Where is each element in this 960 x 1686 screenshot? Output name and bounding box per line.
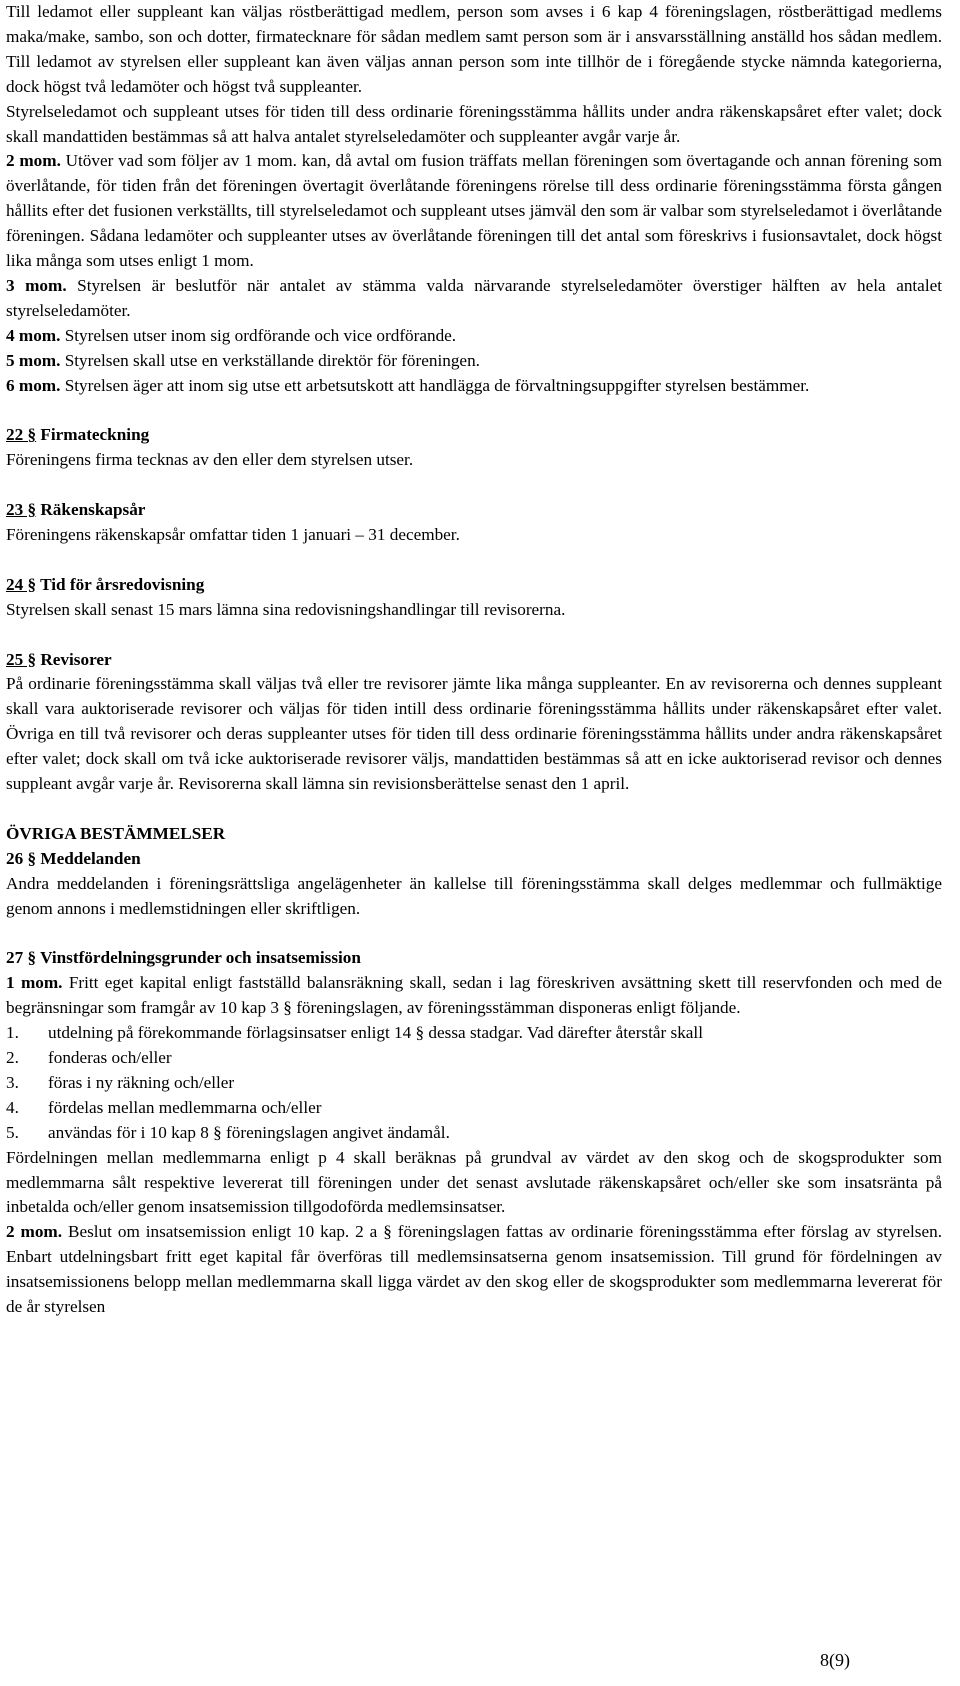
section-text: Styrelsen skall senast 15 mars lämna sina redovisningshandlingar till revisorerna. — [6, 599, 566, 619]
moment-label: 4 mom. — [6, 325, 61, 345]
moment-label: 2 mom. — [6, 1222, 63, 1242]
section-number: 24 § — [6, 574, 37, 594]
section-heading-25 — [6, 648, 942, 673]
moment-text: Fritt eget kapital enligt fastställd balansräkning skall, sedan i lag föreskriven avsättning skett till reservfonden och med de begränsningar som framgår av 10 kap 3 § föreningslagen, av föreningsstämman disponeras enligt följande. — [6, 973, 942, 1018]
list-number: 5. — [6, 1122, 19, 1142]
section-title: Räkenskapsår — [36, 500, 146, 520]
section-text: På ordinarie föreningsstämma skall väljas två eller tre revisorer jämte lika många suppleanter. En av revisorerna och dennes suppleant skall vara auktoriserade revisorer och väljas för tiden intill dess ordinarie föreningsstämma hållits under räkenskapsåret efter valet. Övriga en till två revisorer och deras suppleanter utses för tiden till dess ordinarie föreningsstämma hållits under andra räkenskapsåret efter valet; dock skall om två icke auktoriserade revisorer väljs, mandattiden bestämmas så att en icke auktoriserad revisor och dennes suppleant avgår varje år. Revisorerna skall lämna sin revisionsberättelse senast den 1 april. — [6, 674, 942, 794]
list-item — [6, 1046, 942, 1071]
paragraph: Fördelningen mellan medlemmarna enligt p 4 skall beräknas på grundval av värdet av den skog och de skogsprodukter som medlemmarna sålt respektive levererat till föreningen under det senast avslutade räkenskapsåret och/eller ske som insatsränta på inbetalda och/eller genom insatsemission tillgodoförda medlemsinsatser. — [6, 1147, 942, 1217]
spacer — [6, 473, 942, 498]
moment-text: Styrelsen äger att inom sig utse ett arbetsutskott att handlägga de förvaltningsuppgifter styrelsen bestämmer. — [60, 375, 810, 395]
moment-paragraph — [6, 374, 942, 399]
moment-paragraph — [6, 349, 942, 374]
spacer — [6, 797, 942, 822]
moment-paragraph — [6, 324, 942, 349]
list-text: föras i ny räkning och/eller — [48, 1072, 235, 1092]
page-number: 8(9) — [820, 1650, 850, 1670]
moment-text: Styrelsen skall utse en verkställande direktör för föreningen. — [60, 350, 480, 370]
list-text: fördelas mellan medlemmarna och/eller — [48, 1097, 322, 1117]
section-number: 22 § — [6, 425, 37, 445]
section-title: Meddelanden — [36, 848, 141, 868]
moment-label: 6 mom. — [6, 375, 61, 395]
section-number: 25 § — [6, 649, 37, 669]
section-heading-22 — [6, 423, 942, 448]
section-title: Revisorer — [36, 649, 112, 669]
section-text: Föreningens räkenskapsår omfattar tiden 1 januari – 31 december. — [6, 525, 460, 544]
section-title: Tid för årsredovisning — [36, 574, 205, 594]
list-number: 4. — [6, 1097, 19, 1117]
moment-text: Styrelsen utser inom sig ordförande och vice ordförande. — [60, 325, 457, 345]
section-heading-27 — [6, 946, 942, 971]
section-number: 23 § — [6, 500, 37, 520]
moment-text: Styrelsen är beslutför när antalet av stämma valda närvarande styrelseledamöter överstiger hälften av hela antalet styrelseledamöter. — [6, 275, 942, 320]
list-text: användas för i 10 kap 8 § föreningslagen angivet ändamål. — [48, 1122, 450, 1142]
list-text: fonderas och/eller — [48, 1047, 172, 1067]
section-title: Firmateckning — [36, 425, 150, 445]
list-number: 3. — [6, 1072, 19, 1092]
list-number: 2. — [6, 1047, 19, 1067]
list-item — [6, 1071, 942, 1096]
list-item — [6, 1096, 942, 1121]
list-number: 1. — [6, 1023, 19, 1043]
moment-label: 3 mom. — [6, 275, 67, 295]
moment-text: Utöver vad som följer av 1 mom. kan, då avtal om fusion träffats mellan föreningen som övertagande och annan förening som överlåtande, för tiden från det föreningen övertagit överlåtande föreningens rörelse till dess ordinarie föreningsstämma första gången hållits efter det fusionen verkställts, till styrelseledamot och suppleant utses jämväl den som är valbar som styrelseledamot i överlåtande föreningen. Sådana ledamöter och suppleanter utses av överlåtande föreningen till det antal som föreskrivs i fusionsavtalet, dock högst lika många som utses enligt 1 mom. — [6, 151, 943, 271]
paragraph: Till ledamot eller suppleant kan väljas röstberättigad medlem, person som avses i 6 kap 4 föreningslagen, röstberättigad medlems maka/make, sambo, son och dotter, firmatecknare för sådan medlem samt person som är i ansvarsställning anställd hos sådan medlem. Till ledamot av styrelsen eller suppleant kan även väljas annan person som inte tillhör de i föregående stycke nämnda kategorierna, dock högst två ledamöter och högst två suppleanter. — [6, 2, 942, 96]
list-item — [6, 1121, 942, 1146]
list-item — [6, 1021, 942, 1046]
paragraph: Styrelseledamot och suppleant utses för tiden till dess ordinarie föreningsstämma hållits under andra räkenskapsåret efter valet; dock skall mandattiden bestämmas så att halva antalet styrelseledamöter och suppleanter avgår varje år. — [6, 101, 942, 146]
section-number: 27 § — [6, 948, 37, 968]
list-text: utdelning på förekommande förlagsinsatser enligt 14 § dessa stadgar. Vad därefter återstår skall — [48, 1023, 703, 1043]
section-heading-24 — [6, 573, 942, 598]
section-text: Föreningens firma tecknas av den eller dem styrelsen utser. — [6, 450, 414, 470]
section-title: Vinstfördelningsgrunder och insatsemission — [36, 948, 361, 968]
spacer — [6, 623, 942, 648]
section-heading-26 — [6, 847, 942, 872]
chapter-heading: ÖVRIGA BESTÄMMELSER — [6, 823, 226, 843]
spacer — [6, 548, 942, 573]
section-text: Andra meddelanden i föreningsrättsliga angelägenheter än kallelse till föreningsstämma skall delges medlemmar och fullmäktige genom annons i medlemstidningen eller skriftligen. — [6, 873, 942, 918]
spacer — [6, 399, 942, 424]
moment-paragraph — [6, 1220, 942, 1320]
moment-text: Beslut om insatsemission enligt 10 kap. 2 a § föreningslagen fattas av ordinarie föreningsstämma efter förslag av styrelsen. Enbart utdelningsbart fritt eget kapital får överföras till medlemsinsatserna genom insatsemission. Till grund för fördelningen av insatsemissionens belopp mellan medlemmarna skall ligga värdet av den skog eller de skogsprodukter som medlemmarna levererat för de år styrelsen — [6, 1222, 942, 1317]
moment-label: 2 mom. — [6, 151, 61, 171]
moment-label: 5 mom. — [6, 350, 61, 370]
moment-paragraph — [6, 274, 942, 324]
spacer — [6, 921, 942, 946]
moment-paragraph — [6, 149, 942, 274]
section-heading-23 — [6, 498, 942, 523]
section-number: 26 § — [6, 848, 37, 868]
moment-paragraph — [6, 971, 942, 1021]
moment-label: 1 mom. — [6, 973, 63, 993]
